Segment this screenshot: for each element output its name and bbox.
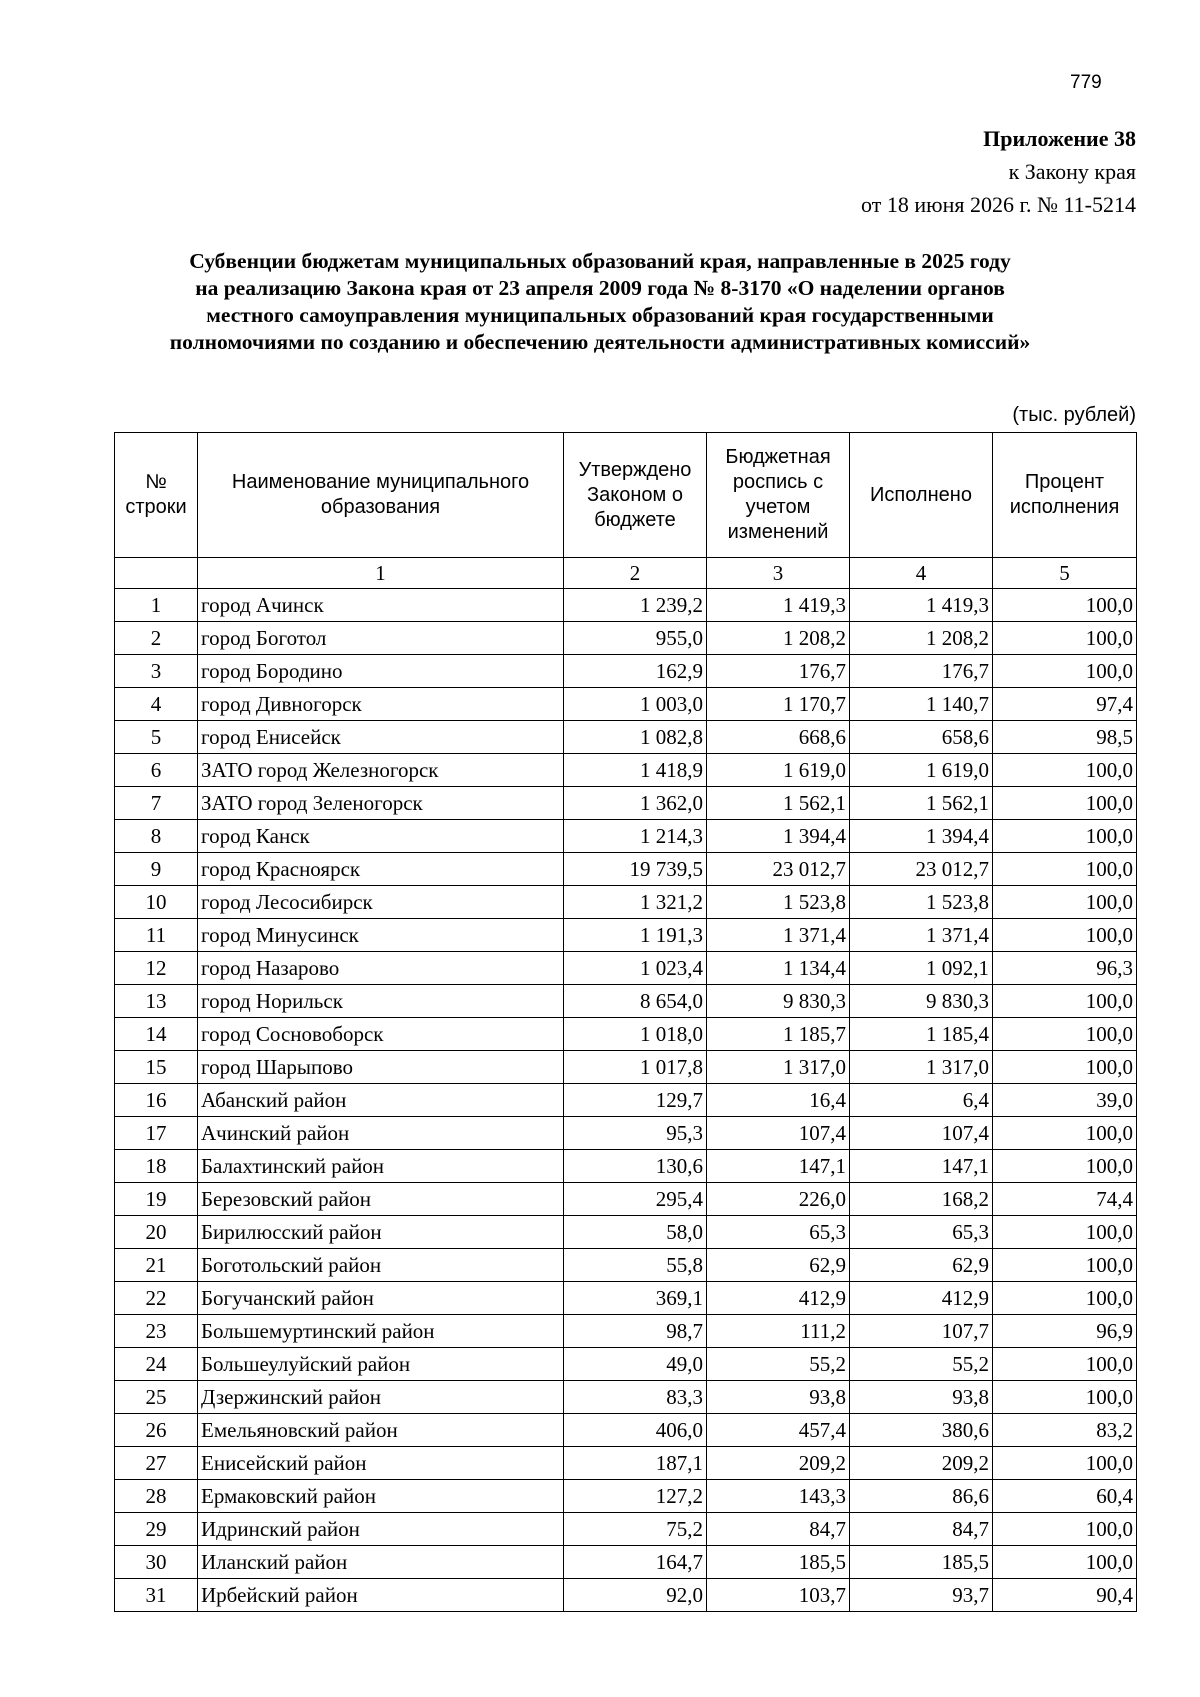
- percent-cell: 83,2: [993, 1414, 1137, 1447]
- approved-cell: 129,7: [564, 1084, 707, 1117]
- column-number: [115, 558, 198, 589]
- schedule-cell: 1 317,0: [707, 1051, 850, 1084]
- executed-cell: 185,5: [850, 1546, 993, 1579]
- municipality-cell: Ермаковский район: [198, 1480, 564, 1513]
- schedule-cell: 111,2: [707, 1315, 850, 1348]
- percent-cell: 100,0: [993, 1282, 1137, 1315]
- percent-cell: 90,4: [993, 1579, 1137, 1612]
- approved-cell: 130,6: [564, 1150, 707, 1183]
- schedule-cell: 209,2: [707, 1447, 850, 1480]
- percent-cell: 100,0: [993, 853, 1137, 886]
- subventions-table: [114, 432, 1137, 1612]
- row-number-cell: 28: [115, 1480, 198, 1513]
- table-row: [115, 688, 1137, 721]
- approved-cell: 1 214,3: [564, 820, 707, 853]
- percent-cell: 96,3: [993, 952, 1137, 985]
- approved-cell: 1 017,8: [564, 1051, 707, 1084]
- executed-cell: 1 317,0: [850, 1051, 993, 1084]
- row-number-cell: 18: [115, 1150, 198, 1183]
- municipality-cell: Абанский район: [198, 1084, 564, 1117]
- approved-cell: 1 023,4: [564, 952, 707, 985]
- schedule-cell: 65,3: [707, 1216, 850, 1249]
- approved-cell: 1 239,2: [564, 589, 707, 622]
- executed-cell: 93,7: [850, 1579, 993, 1612]
- approved-cell: 162,9: [564, 655, 707, 688]
- table-row: [115, 1513, 1137, 1546]
- table-header-row: [115, 433, 1137, 558]
- appendix-block: [861, 122, 1136, 221]
- municipality-cell: город Енисейск: [198, 721, 564, 754]
- municipality-cell: город Красноярск: [198, 853, 564, 886]
- approved-cell: 295,4: [564, 1183, 707, 1216]
- table-row: [115, 1480, 1137, 1513]
- table-row: [115, 1150, 1137, 1183]
- schedule-cell: 55,2: [707, 1348, 850, 1381]
- municipality-cell: Бирилюсский район: [198, 1216, 564, 1249]
- row-number-cell: 21: [115, 1249, 198, 1282]
- percent-cell: 100,0: [993, 1051, 1137, 1084]
- table-row: [115, 1579, 1137, 1612]
- municipality-cell: город Норильск: [198, 985, 564, 1018]
- percent-cell: 100,0: [993, 1447, 1137, 1480]
- schedule-cell: 107,4: [707, 1117, 850, 1150]
- approved-cell: 187,1: [564, 1447, 707, 1480]
- row-number-cell: 13: [115, 985, 198, 1018]
- row-number-cell: 9: [115, 853, 198, 886]
- percent-cell: 100,0: [993, 919, 1137, 952]
- executed-cell: 6,4: [850, 1084, 993, 1117]
- executed-cell: 23 012,7: [850, 853, 993, 886]
- table-row: [115, 886, 1137, 919]
- table-row: [115, 1414, 1137, 1447]
- row-number-cell: 3: [115, 655, 198, 688]
- executed-cell: 1 185,4: [850, 1018, 993, 1051]
- row-number-cell: 22: [115, 1282, 198, 1315]
- row-number-cell: 30: [115, 1546, 198, 1579]
- row-number-cell: 24: [115, 1348, 198, 1381]
- percent-cell: 100,0: [993, 886, 1137, 919]
- table-row: [115, 1348, 1137, 1381]
- schedule-cell: 1 523,8: [707, 886, 850, 919]
- percent-cell: 100,0: [993, 622, 1137, 655]
- municipality-cell: город Шарыпово: [198, 1051, 564, 1084]
- table-row: [115, 1084, 1137, 1117]
- percent-cell: 74,4: [993, 1183, 1137, 1216]
- schedule-cell: 1 371,4: [707, 919, 850, 952]
- row-number-cell: 1: [115, 589, 198, 622]
- schedule-cell: 1 208,2: [707, 622, 850, 655]
- schedule-cell: 62,9: [707, 1249, 850, 1282]
- municipality-cell: Дзержинский район: [198, 1381, 564, 1414]
- schedule-cell: 1 170,7: [707, 688, 850, 721]
- executed-cell: 9 830,3: [850, 985, 993, 1018]
- municipality-cell: Богучанский район: [198, 1282, 564, 1315]
- percent-cell: 100,0: [993, 787, 1137, 820]
- percent-cell: 100,0: [993, 1150, 1137, 1183]
- row-number-cell: 23: [115, 1315, 198, 1348]
- executed-cell: 1 140,7: [850, 688, 993, 721]
- schedule-cell: 1 562,1: [707, 787, 850, 820]
- approved-cell: 1 082,8: [564, 721, 707, 754]
- column-number: 2: [564, 558, 707, 589]
- table-row: [115, 1249, 1137, 1282]
- column-number: 4: [850, 558, 993, 589]
- percent-cell: 96,9: [993, 1315, 1137, 1348]
- appendix-title: Приложение 38: [983, 126, 1136, 151]
- table-row: [115, 1183, 1137, 1216]
- schedule-cell: 176,7: [707, 655, 850, 688]
- approved-cell: 83,3: [564, 1381, 707, 1414]
- percent-cell: 100,0: [993, 1216, 1137, 1249]
- row-number-cell: 7: [115, 787, 198, 820]
- schedule-cell: 1 394,4: [707, 820, 850, 853]
- executed-cell: 84,7: [850, 1513, 993, 1546]
- row-number-cell: 12: [115, 952, 198, 985]
- appendix-law-ref: к Закону края: [1008, 159, 1136, 184]
- approved-cell: 95,3: [564, 1117, 707, 1150]
- percent-cell: 100,0: [993, 1018, 1137, 1051]
- executed-cell: 93,8: [850, 1381, 993, 1414]
- executed-cell: 1 092,1: [850, 952, 993, 985]
- table-row: [115, 622, 1137, 655]
- schedule-cell: 1 419,3: [707, 589, 850, 622]
- executed-cell: 107,7: [850, 1315, 993, 1348]
- row-number-cell: 16: [115, 1084, 198, 1117]
- municipality-cell: город Бородино: [198, 655, 564, 688]
- municipality-cell: Ирбейский район: [198, 1579, 564, 1612]
- column-number: 5: [993, 558, 1137, 589]
- municipality-cell: Енисейский район: [198, 1447, 564, 1480]
- row-number-cell: 26: [115, 1414, 198, 1447]
- row-number-cell: 6: [115, 754, 198, 787]
- row-number-cell: 10: [115, 886, 198, 919]
- table-row: [115, 1447, 1137, 1480]
- row-number-cell: 27: [115, 1447, 198, 1480]
- executed-cell: 65,3: [850, 1216, 993, 1249]
- row-number-cell: 25: [115, 1381, 198, 1414]
- percent-cell: 100,0: [993, 985, 1137, 1018]
- municipality-cell: Боготольский район: [198, 1249, 564, 1282]
- header-percent: Процент исполнения: [993, 433, 1137, 558]
- municipality-cell: Емельяновский район: [198, 1414, 564, 1447]
- approved-cell: 1 191,3: [564, 919, 707, 952]
- table-row: [115, 589, 1137, 622]
- schedule-cell: 1 185,7: [707, 1018, 850, 1051]
- executed-cell: 209,2: [850, 1447, 993, 1480]
- municipality-cell: Большемуртинский район: [198, 1315, 564, 1348]
- page-number: 779: [1070, 72, 1102, 93]
- municipality-cell: Березовский район: [198, 1183, 564, 1216]
- approved-cell: 49,0: [564, 1348, 707, 1381]
- header-approved: Утверждено Законом о бюджете: [564, 433, 707, 558]
- percent-cell: 39,0: [993, 1084, 1137, 1117]
- row-number-cell: 5: [115, 721, 198, 754]
- approved-cell: 1 362,0: [564, 787, 707, 820]
- table-row: [115, 1315, 1137, 1348]
- executed-cell: 168,2: [850, 1183, 993, 1216]
- schedule-cell: 143,3: [707, 1480, 850, 1513]
- schedule-cell: 185,5: [707, 1546, 850, 1579]
- approved-cell: 1 418,9: [564, 754, 707, 787]
- percent-cell: 100,0: [993, 1249, 1137, 1282]
- approved-cell: 406,0: [564, 1414, 707, 1447]
- title-line: местного самоуправления муниципальных образований края государственными: [206, 303, 994, 327]
- table-row: [115, 820, 1137, 853]
- municipality-cell: город Назарово: [198, 952, 564, 985]
- executed-cell: 1 208,2: [850, 622, 993, 655]
- table-row: [115, 985, 1137, 1018]
- table-body: [115, 589, 1137, 1612]
- schedule-cell: 16,4: [707, 1084, 850, 1117]
- schedule-cell: 147,1: [707, 1150, 850, 1183]
- column-number: 3: [707, 558, 850, 589]
- percent-cell: 100,0: [993, 820, 1137, 853]
- municipality-cell: город Канск: [198, 820, 564, 853]
- schedule-cell: 103,7: [707, 1579, 850, 1612]
- approved-cell: 55,8: [564, 1249, 707, 1282]
- approved-cell: 92,0: [564, 1579, 707, 1612]
- row-number-cell: 8: [115, 820, 198, 853]
- document-title: [100, 248, 1100, 356]
- approved-cell: 19 739,5: [564, 853, 707, 886]
- percent-cell: 98,5: [993, 721, 1137, 754]
- approved-cell: 98,7: [564, 1315, 707, 1348]
- row-number-cell: 17: [115, 1117, 198, 1150]
- table-row: [115, 655, 1137, 688]
- approved-cell: 75,2: [564, 1513, 707, 1546]
- percent-cell: 100,0: [993, 1513, 1137, 1546]
- table-row: [115, 952, 1137, 985]
- table-row: [115, 1216, 1137, 1249]
- executed-cell: 412,9: [850, 1282, 993, 1315]
- executed-cell: 1 371,4: [850, 919, 993, 952]
- schedule-cell: 84,7: [707, 1513, 850, 1546]
- row-number-cell: 31: [115, 1579, 198, 1612]
- municipality-cell: город Минусинск: [198, 919, 564, 952]
- approved-cell: 369,1: [564, 1282, 707, 1315]
- title-line: на реализацию Закона края от 23 апреля 2009 года № 8-3170 «О наделении органов: [195, 276, 1005, 300]
- table-row: [115, 1381, 1137, 1414]
- units-label: (тыс. рублей): [1012, 404, 1136, 426]
- row-number-cell: 15: [115, 1051, 198, 1084]
- appendix-date: от 18 июня 2026 г. № 11-5214: [861, 192, 1136, 217]
- schedule-cell: 226,0: [707, 1183, 850, 1216]
- row-number-cell: 11: [115, 919, 198, 952]
- header-row-number: № строки: [115, 433, 198, 558]
- table-row: [115, 1117, 1137, 1150]
- approved-cell: 1 018,0: [564, 1018, 707, 1051]
- executed-cell: 1 562,1: [850, 787, 993, 820]
- row-number-cell: 29: [115, 1513, 198, 1546]
- municipality-cell: ЗАТО город Зеленогорск: [198, 787, 564, 820]
- percent-cell: 100,0: [993, 754, 1137, 787]
- executed-cell: 658,6: [850, 721, 993, 754]
- municipality-cell: Балахтинский район: [198, 1150, 564, 1183]
- title-line: полномочиями по созданию и обеспечению деятельности административных комиссий»: [169, 330, 1031, 354]
- table-row: [115, 1282, 1137, 1315]
- row-number-cell: 14: [115, 1018, 198, 1051]
- header-budget-schedule: Бюджетная роспись с учетом изменений: [707, 433, 850, 558]
- row-number-cell: 19: [115, 1183, 198, 1216]
- table-row: [115, 1546, 1137, 1579]
- column-number: 1: [198, 558, 564, 589]
- row-number-cell: 4: [115, 688, 198, 721]
- municipality-cell: город Сосновоборск: [198, 1018, 564, 1051]
- table-row: [115, 919, 1137, 952]
- municipality-cell: город Боготол: [198, 622, 564, 655]
- municipality-cell: Идринский район: [198, 1513, 564, 1546]
- table-row: [115, 754, 1137, 787]
- column-number-row: [115, 558, 1137, 589]
- percent-cell: 97,4: [993, 688, 1137, 721]
- municipality-cell: город Лесосибирск: [198, 886, 564, 919]
- executed-cell: 107,4: [850, 1117, 993, 1150]
- schedule-cell: 668,6: [707, 721, 850, 754]
- municipality-cell: Ачинский район: [198, 1117, 564, 1150]
- approved-cell: 8 654,0: [564, 985, 707, 1018]
- approved-cell: 164,7: [564, 1546, 707, 1579]
- percent-cell: 100,0: [993, 589, 1137, 622]
- schedule-cell: 1 619,0: [707, 754, 850, 787]
- approved-cell: 1 321,2: [564, 886, 707, 919]
- table-row: [115, 1051, 1137, 1084]
- percent-cell: 100,0: [993, 1117, 1137, 1150]
- municipality-cell: город Дивногорск: [198, 688, 564, 721]
- executed-cell: 1 523,8: [850, 886, 993, 919]
- executed-cell: 1 394,4: [850, 820, 993, 853]
- table-row: [115, 721, 1137, 754]
- percent-cell: 100,0: [993, 1381, 1137, 1414]
- row-number-cell: 2: [115, 622, 198, 655]
- executed-cell: 147,1: [850, 1150, 993, 1183]
- schedule-cell: 9 830,3: [707, 985, 850, 1018]
- header-executed: Исполнено: [850, 433, 993, 558]
- executed-cell: 62,9: [850, 1249, 993, 1282]
- municipality-cell: Большеулуйский район: [198, 1348, 564, 1381]
- schedule-cell: 1 134,4: [707, 952, 850, 985]
- percent-cell: 100,0: [993, 655, 1137, 688]
- municipality-cell: город Ачинск: [198, 589, 564, 622]
- approved-cell: 1 003,0: [564, 688, 707, 721]
- approved-cell: 58,0: [564, 1216, 707, 1249]
- executed-cell: 86,6: [850, 1480, 993, 1513]
- approved-cell: 127,2: [564, 1480, 707, 1513]
- municipality-cell: Иланский район: [198, 1546, 564, 1579]
- schedule-cell: 457,4: [707, 1414, 850, 1447]
- schedule-cell: 23 012,7: [707, 853, 850, 886]
- header-municipality: Наименование муниципального образования: [198, 433, 564, 558]
- executed-cell: 55,2: [850, 1348, 993, 1381]
- percent-cell: 100,0: [993, 1546, 1137, 1579]
- schedule-cell: 412,9: [707, 1282, 850, 1315]
- municipality-cell: ЗАТО город Железногорск: [198, 754, 564, 787]
- schedule-cell: 93,8: [707, 1381, 850, 1414]
- executed-cell: 380,6: [850, 1414, 993, 1447]
- table-row: [115, 787, 1137, 820]
- approved-cell: 955,0: [564, 622, 707, 655]
- table-row: [115, 853, 1137, 886]
- executed-cell: 1 419,3: [850, 589, 993, 622]
- row-number-cell: 20: [115, 1216, 198, 1249]
- table-row: [115, 1018, 1137, 1051]
- executed-cell: 176,7: [850, 655, 993, 688]
- title-line: Субвенции бюджетам муниципальных образований края, направленные в 2025 году: [189, 249, 1011, 273]
- percent-cell: 100,0: [993, 1348, 1137, 1381]
- executed-cell: 1 619,0: [850, 754, 993, 787]
- percent-cell: 60,4: [993, 1480, 1137, 1513]
